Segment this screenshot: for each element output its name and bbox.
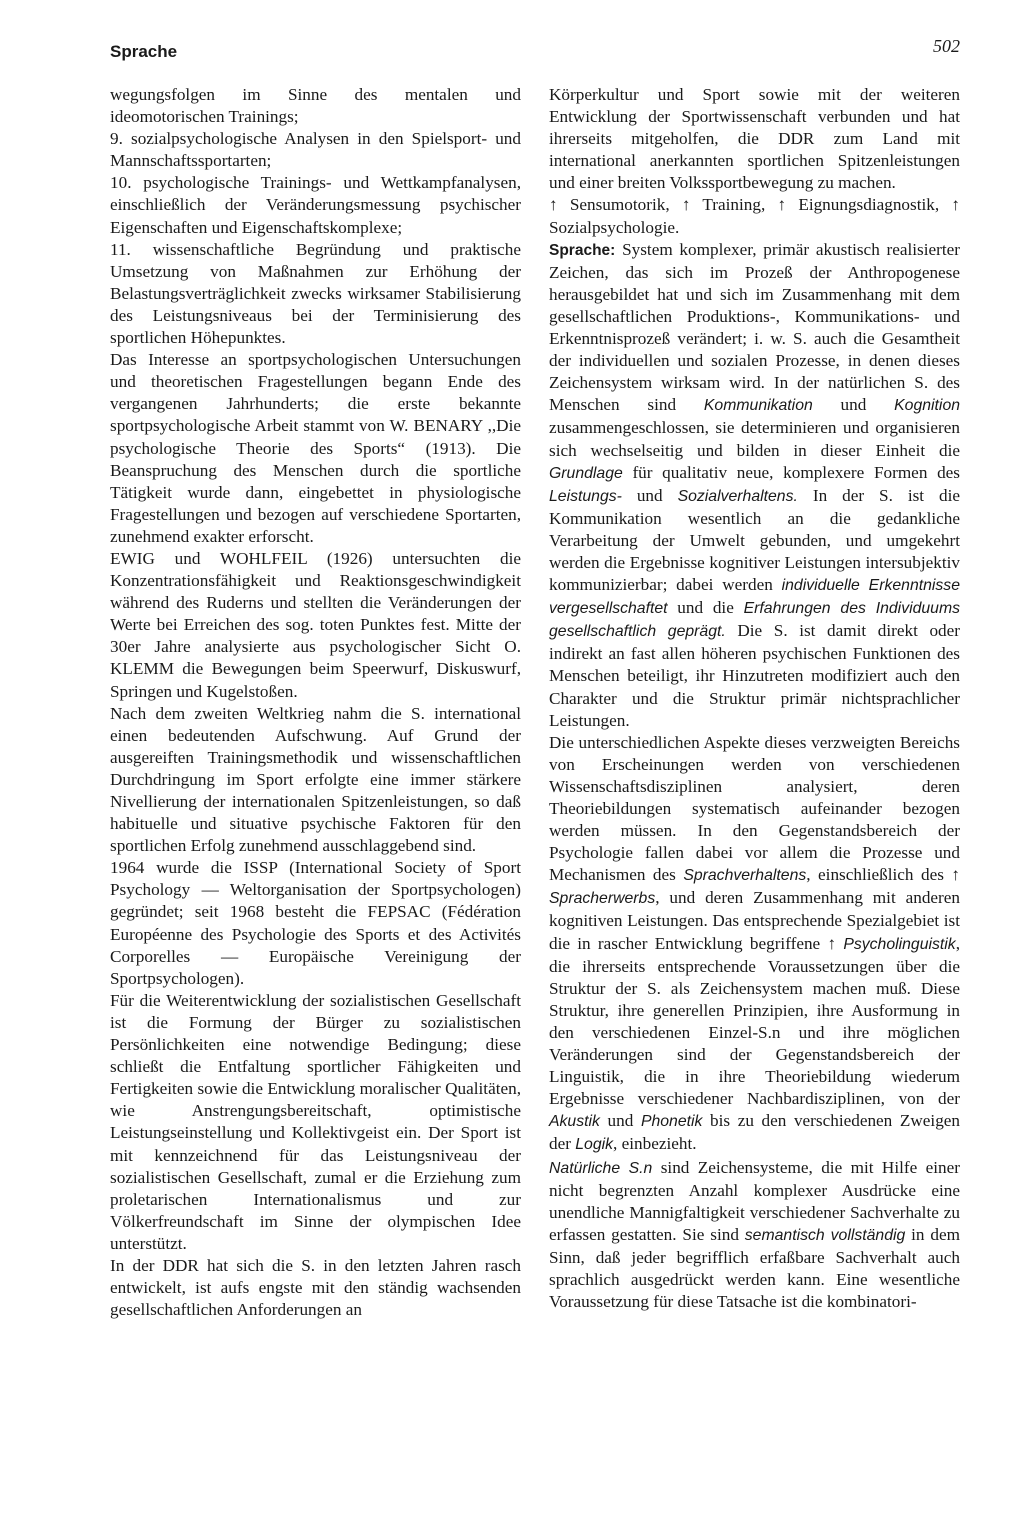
paragraph: Körperkultur und Sport sowie mit der weiteren Entwicklung der Sportwissenschaft verbunden und hat ihrerseits mitgeholfen, die DDR zum Land mit international anerkannten sportlichen Spitzenleistungen und einer breiten Volkssportbewegung zu machen. [549,85,960,193]
paragraph: Nach dem zweiten Weltkrieg nahm die S. international einen bedeutenden Aufschwung. Auf Grund der ausgereiften Trainingsmethodik und wissenschaftlichen Durchdringung im Sport erfolgte eine immer stärkere Nivellierung der internationalen Spitzenleistungen, so daß habituelle und situative psychische Faktoren für den sportlichen Erfolg zunehmend ausschlaggebend sind. [110,703,521,856]
paragraph: Natürliche S.n sind Zeichensysteme, die mit Hilfe einer nicht begrenzten Anzahl komplexer Ausdrücke eine unendliche Mannigfaltigkeit verschiedener Sachverhalte zu erfassen gestatten. Sie sind semantisch vollständig in dem Sinn, daß jeder begrifflich erfaßbare Sachverhalt auch sprachlich ausgedrückt werden kann. Eine wesentliche Voraussetzung für diese Tatsache ist die kombinatori- [549,1157,960,1312]
entry-term: Sprache: [549,241,616,259]
cross-references: ↑ Sensumotorik, ↑ Training, ↑ Eignungsdiagnostik, ↑ Sozialpsychologie. [549,195,960,237]
running-title: Sprache [110,42,178,61]
page-number: 502 [933,36,960,56]
list-item: 9. sozialpsychologische Analysen in den Spielsport- und Mannschaftssportarten; [110,129,521,171]
right-column [549,84,960,1313]
list-item: 11. wissenschaftliche Begründung und praktische Umsetzung von Maßnahmen zur Erhöhung der Belastungsverträglichkeit zwecks wirksamer Stabilisierung des Leistungsniveaus bei der Terminisierung des sportlichen Höhepunktes. [110,239,521,348]
paragraph: EWIG und WOHLFEIL (1926) untersuchten die Konzentrationsfähigkeit und Reaktionsgeschwindigkeit während des Ruderns und stellten die Veränderungen der Werte bei Erreichen des sog. toten Punktes fest. Mitte der 30er Jahre analysierte aus psychologischer Sicht O. KLEMM die Bewegungen beim Speerwurf, Diskuswurf, Springen und Kugelstoßen. [110,548,521,701]
paragraph: wegungsfolgen im Sinne des mentalen und ideomotorischen Trainings; [110,85,521,127]
paragraph: In der DDR hat sich die S. in den letzten Jahren rasch entwickelt, ist aufs engste mit den ständig wachsenden gesellschaftlichen Anforderungen an [110,1255,521,1320]
paragraph: Für die Weiterentwicklung der sozialistischen Gesellschaft ist die Formung der Bürger zu sozialistischen Persönlichkeiten eine notwendige Bedingung; diese schließt die Entfaltung sportlicher Fähigkeiten und Fertigkeiten sowie die Entwicklung moralischer Qualitäten, wie Anstrengungsbereitschaft, optimistische Leistungseinstellung und Kollektivgeist ein. Der Sport ist mit kennzeichnend für das Leistungsniveau der sozialistischen Gesellschaft, zumal er die Erziehung zum proletarischen Internationalismus und zur Völkerfreundschaft im Sinne der olympischen Idee unterstützt. [110,990,521,1253]
paragraph: Die unterschiedlichen Aspekte dieses verzweigten Bereichs von Erscheinungen werden von verschiedenen Wissenschaftsdisziplinen analysiert, deren Theoriebildungen systematisch aufeinander bezogen werden müssen. In den Gegenstandsbereich der Psychologie fallen dabei vor allem die Prozesse und Mechanismen des Sprachverhaltens, einschließlich des ↑ Spracherwerbs, und deren Zusammenhang mit anderen kognitiven Leistungen. Das entsprechende Spezialgebiet ist die in rascher Entwicklung begriffene ↑ Psycholinguistik, die ihrerseits entsprechende Voraussetzungen über die Struktur der S. als Zeichensystem machen muß. Diese Struktur, ihre generellen Prinzipien, ihre Ausformung in den verschiedenen Einzel-S.n und ihre möglichen Veränderungen sind der Gegenstandsbereich der Linguistik, die in ihre Theoriebildung wiederum Ergebnisse verschiedener Nachbardisziplinen, von der Akustik und Phonetik bis zu den verschiedenen Zweigen der Logik, einbezieht. [549,732,961,1154]
entry-paragraph: Sprache: System komplexer, primär akustisch realisierter Zeichen, das sich im Prozeß der Anthropogenese herausgebildet hat und sich im Zusammenhang mit dem gesellschaftlichen Produktions-, Kommunikations- und Erkenntnisprozeß verändert; i. w. S. auch die Gesamtheit der individuellen und sozialen Prozesse, in denen dieses Zeichensystem wirksam wird. In der natürlichen S. des Menschen sind Kommunikation und Kognition zusammengeschlossen, sie determinieren und organisieren sich wechselseitig und bilden in dieser Einheit die Grundlage für qualitativ neue, komplexere Formen des Leistungs- und Sozialverhaltens. In der S. ist die Kommunikation wesentlich an die gedankliche Verarbeitung der Umwelt gebunden, und umgekehrt werden die Ergebnisse kognitiver Leistungen intersubjektiv kommunizierbar; dabei werden individuelle Erkenntnisse vergesellschaftet und die Erfahrungen des Individuums gesellschaftlich geprägt. Die S. ist damit direkt oder indirekt an fast allen höheren psychischen Funktionen des Menschen beteiligt, ihr Hinzutreten modifiziert auch den Charakter und die Struktur primär nichtsprachlicher Leistungen. [549,239,961,730]
list-item: 10. psychologische Trainings- und Wettkampfanalysen, einschließlich der Veränderungsmessung psychischer Eigenschaften und Eigenschaftskomplexe; [110,173,521,237]
paragraph: 1964 wurde die ISSP (International Society of Sport Psychology — Weltorganisation der Sportpsychologen) gegründet; seit 1968 besteht die FEPSAC (Fédération Européenne des Psychologie des Sports et des Activités Corporelles — Europäische Vereinigung der Sportpsychologen). [110,858,521,988]
left-column [110,84,521,1321]
paragraph: Das Interesse an sportpsychologischen Untersuchungen und theoretischen Fragestellungen begann Ende des vergangenen Jahrhunderts; die erste bekannte sportpsychologische Arbeit stammt von W. BENARY ,,Die psychologische Theorie des Sports“ (1913). Die Beanspruchung des Menschen durch die sportliche Tätigkeit wurde dann, eingebettet in physiologische Fragestellungen und bezogen auf verschiedene Sportarten, zunehmend exakter erforscht. [110,350,521,546]
